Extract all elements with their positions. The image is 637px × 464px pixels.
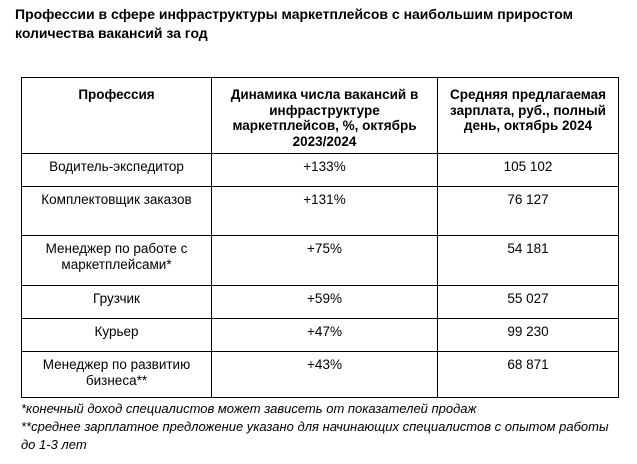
salary-cell: 68 871 (438, 352, 619, 398)
footnotes (21, 400, 626, 454)
header-vacancy-dynamics: Динамика числа вакансий в инфраструктуре маркетплейсов, %, октябрь 2023/2024 (212, 78, 438, 154)
salary-cell: 54 181 (438, 236, 619, 286)
dynamics-cell: +43% (212, 352, 438, 398)
table-row (22, 286, 619, 319)
dynamics-cell: +75% (212, 236, 438, 286)
dynamics-cell: +131% (212, 187, 438, 236)
table-row (22, 187, 619, 236)
profession-cell: Грузчик (22, 286, 212, 319)
salary-cell: 105 102 (438, 154, 619, 187)
profession-cell: Водитель-экспедитор (22, 154, 212, 187)
profession-cell: Менеджер по работе с маркетплейсами* (22, 236, 212, 286)
salary-cell: 99 230 (438, 319, 619, 352)
profession-cell: Комплектовщик заказов (22, 187, 212, 236)
footnote-salary-offer: **среднее зарплатное предложение указано для начинающих специалистов с опытом работы до 1-3 лет (21, 419, 609, 452)
vacancies-table (21, 77, 619, 398)
header-average-salary: Средняя предлагаемая зарплата, руб., полный день, октябрь 2024 (438, 78, 619, 154)
salary-cell: 76 127 (438, 187, 619, 236)
dynamics-cell: +59% (212, 286, 438, 319)
footnote-income: *конечный доход специалистов может зависеть от показателей продаж (21, 401, 477, 416)
dynamics-cell: +133% (212, 154, 438, 187)
dynamics-cell: +47% (212, 319, 438, 352)
table-row (22, 319, 619, 352)
profession-cell: Менеджер по развитию бизнеса** (22, 352, 212, 398)
table-header-row (22, 78, 619, 154)
table-row (22, 154, 619, 187)
profession-cell: Курьер (22, 319, 212, 352)
salary-cell: 55 027 (438, 286, 619, 319)
table-row (22, 352, 619, 398)
header-profession: Профессия (22, 78, 212, 154)
document-title: Профессии в сфере инфраструктуры маркетплейсов с наибольшим приростом количества вакансий за год (15, 6, 574, 41)
table-row (22, 236, 619, 286)
